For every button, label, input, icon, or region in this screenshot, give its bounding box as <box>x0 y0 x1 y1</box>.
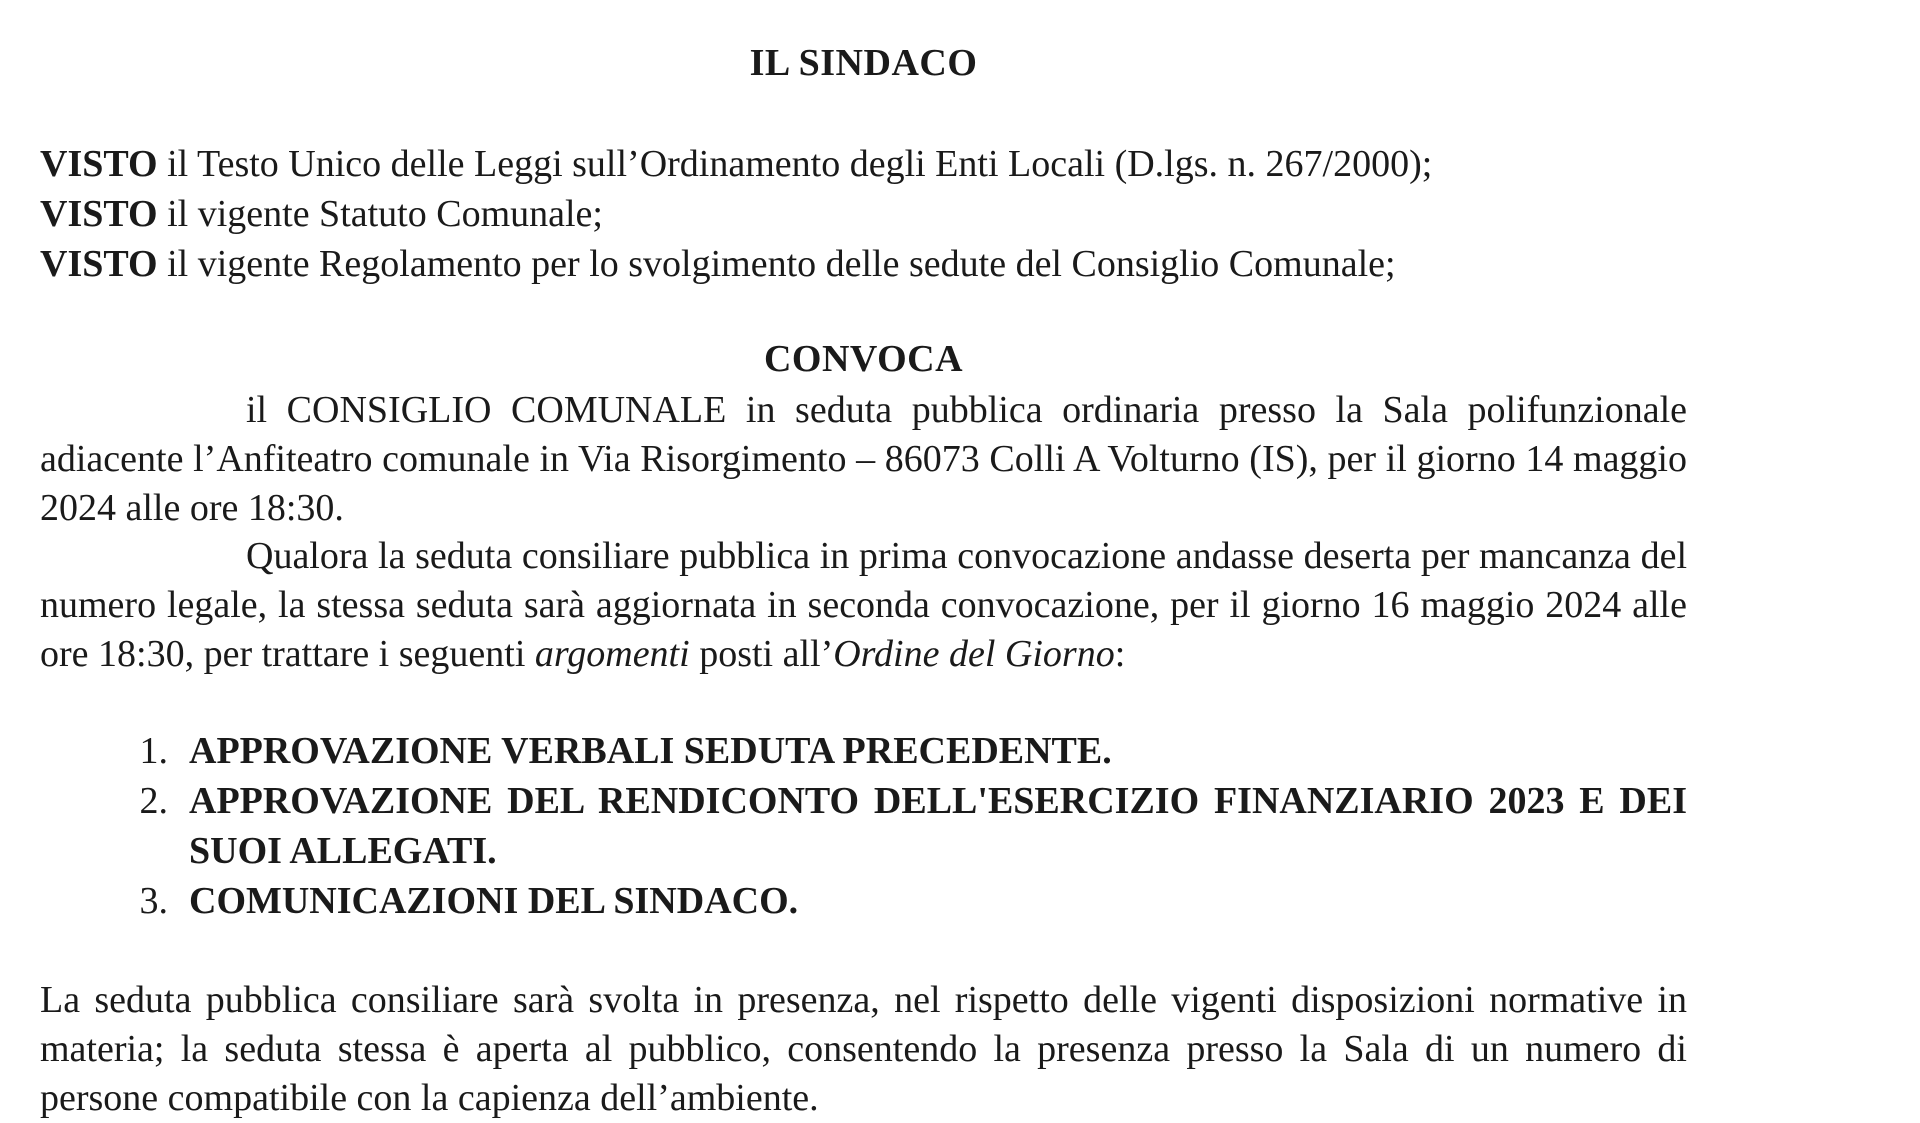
premessa-line <box>40 189 1687 239</box>
premesse-block <box>40 139 1687 289</box>
agenda-item-text: APPROVAZIONE VERBALI SEDUTA PRECEDENTE. <box>189 730 1112 772</box>
paragraph-text: Qualora la seduta consiliare pubblica in prima convocazione andasse deserta per mancanza del numero legale, la stessa seduta sarà aggiornata in seconda convocazione, per il giorno 16 maggio 2024 alle ore 18:30, per trattare i seguenti <box>40 535 1687 675</box>
paragraph-text: : <box>1114 633 1126 675</box>
document-title: IL SINDACO <box>749 42 978 84</box>
agenda-item-text: COMUNICAZIONI DEL SINDACO. <box>189 880 799 922</box>
premessa-text: il vigente Statuto Comunale; <box>157 193 603 235</box>
agenda-item <box>40 776 1687 876</box>
paragraph-italic-text: argomenti <box>534 633 690 675</box>
agenda-list <box>40 726 1687 926</box>
closing-paragraph: La seduta pubblica consiliare sarà svolta in presenza, nel rispetto delle vigenti disposizioni normative in materia; la seduta stessa è aperta al pubblico, consentendo la presenza presso la Sala di un numero di persone compatibile con la capienza dell’ambiente. <box>40 979 1687 1119</box>
agenda-item-number: 3. <box>139 880 168 922</box>
convocation-paragraph: il CONSIGLIO COMUNALE in seduta pubblica ordinaria presso la Sala polifunzionale adiacente l’Anfiteatro comunale in Via Risorgimento – 86073 Colli A Volturno (IS), per il giorno 14 maggio 2024 alle ore 18:30. <box>40 389 1687 529</box>
agenda-item-number: 2. <box>139 780 168 822</box>
agenda-item-number: 1. <box>139 730 168 772</box>
premessa-line <box>40 239 1687 289</box>
premessa-keyword: VISTO <box>40 143 158 185</box>
premessa-text: il Testo Unico delle Leggi sull’Ordinamento degli Enti Locali (D.lgs. n. 267/2000); <box>157 143 1433 185</box>
agenda-item <box>40 726 1687 776</box>
premessa-keyword: VISTO <box>40 193 158 235</box>
second-convocation-paragraph <box>40 532 1687 679</box>
premessa-line <box>40 139 1687 189</box>
agenda-item-text: APPROVAZIONE DEL RENDICONTO DELL'ESERCIZIO FINANZIARIO 2023 E DEI SUOI ALLEGATI. <box>189 780 1687 872</box>
paragraph-text: posti all’ <box>689 633 834 675</box>
premessa-text: il vigente Regolamento per lo svolgimento delle sedute del Consiglio Comunale; <box>157 243 1396 285</box>
paragraph-italic-text: Ordine del Giorno <box>833 633 1115 675</box>
convoca-heading: CONVOCA <box>763 338 964 380</box>
agenda-item <box>40 876 1687 926</box>
premessa-keyword: VISTO <box>40 243 158 285</box>
document-page <box>40 0 1687 1119</box>
